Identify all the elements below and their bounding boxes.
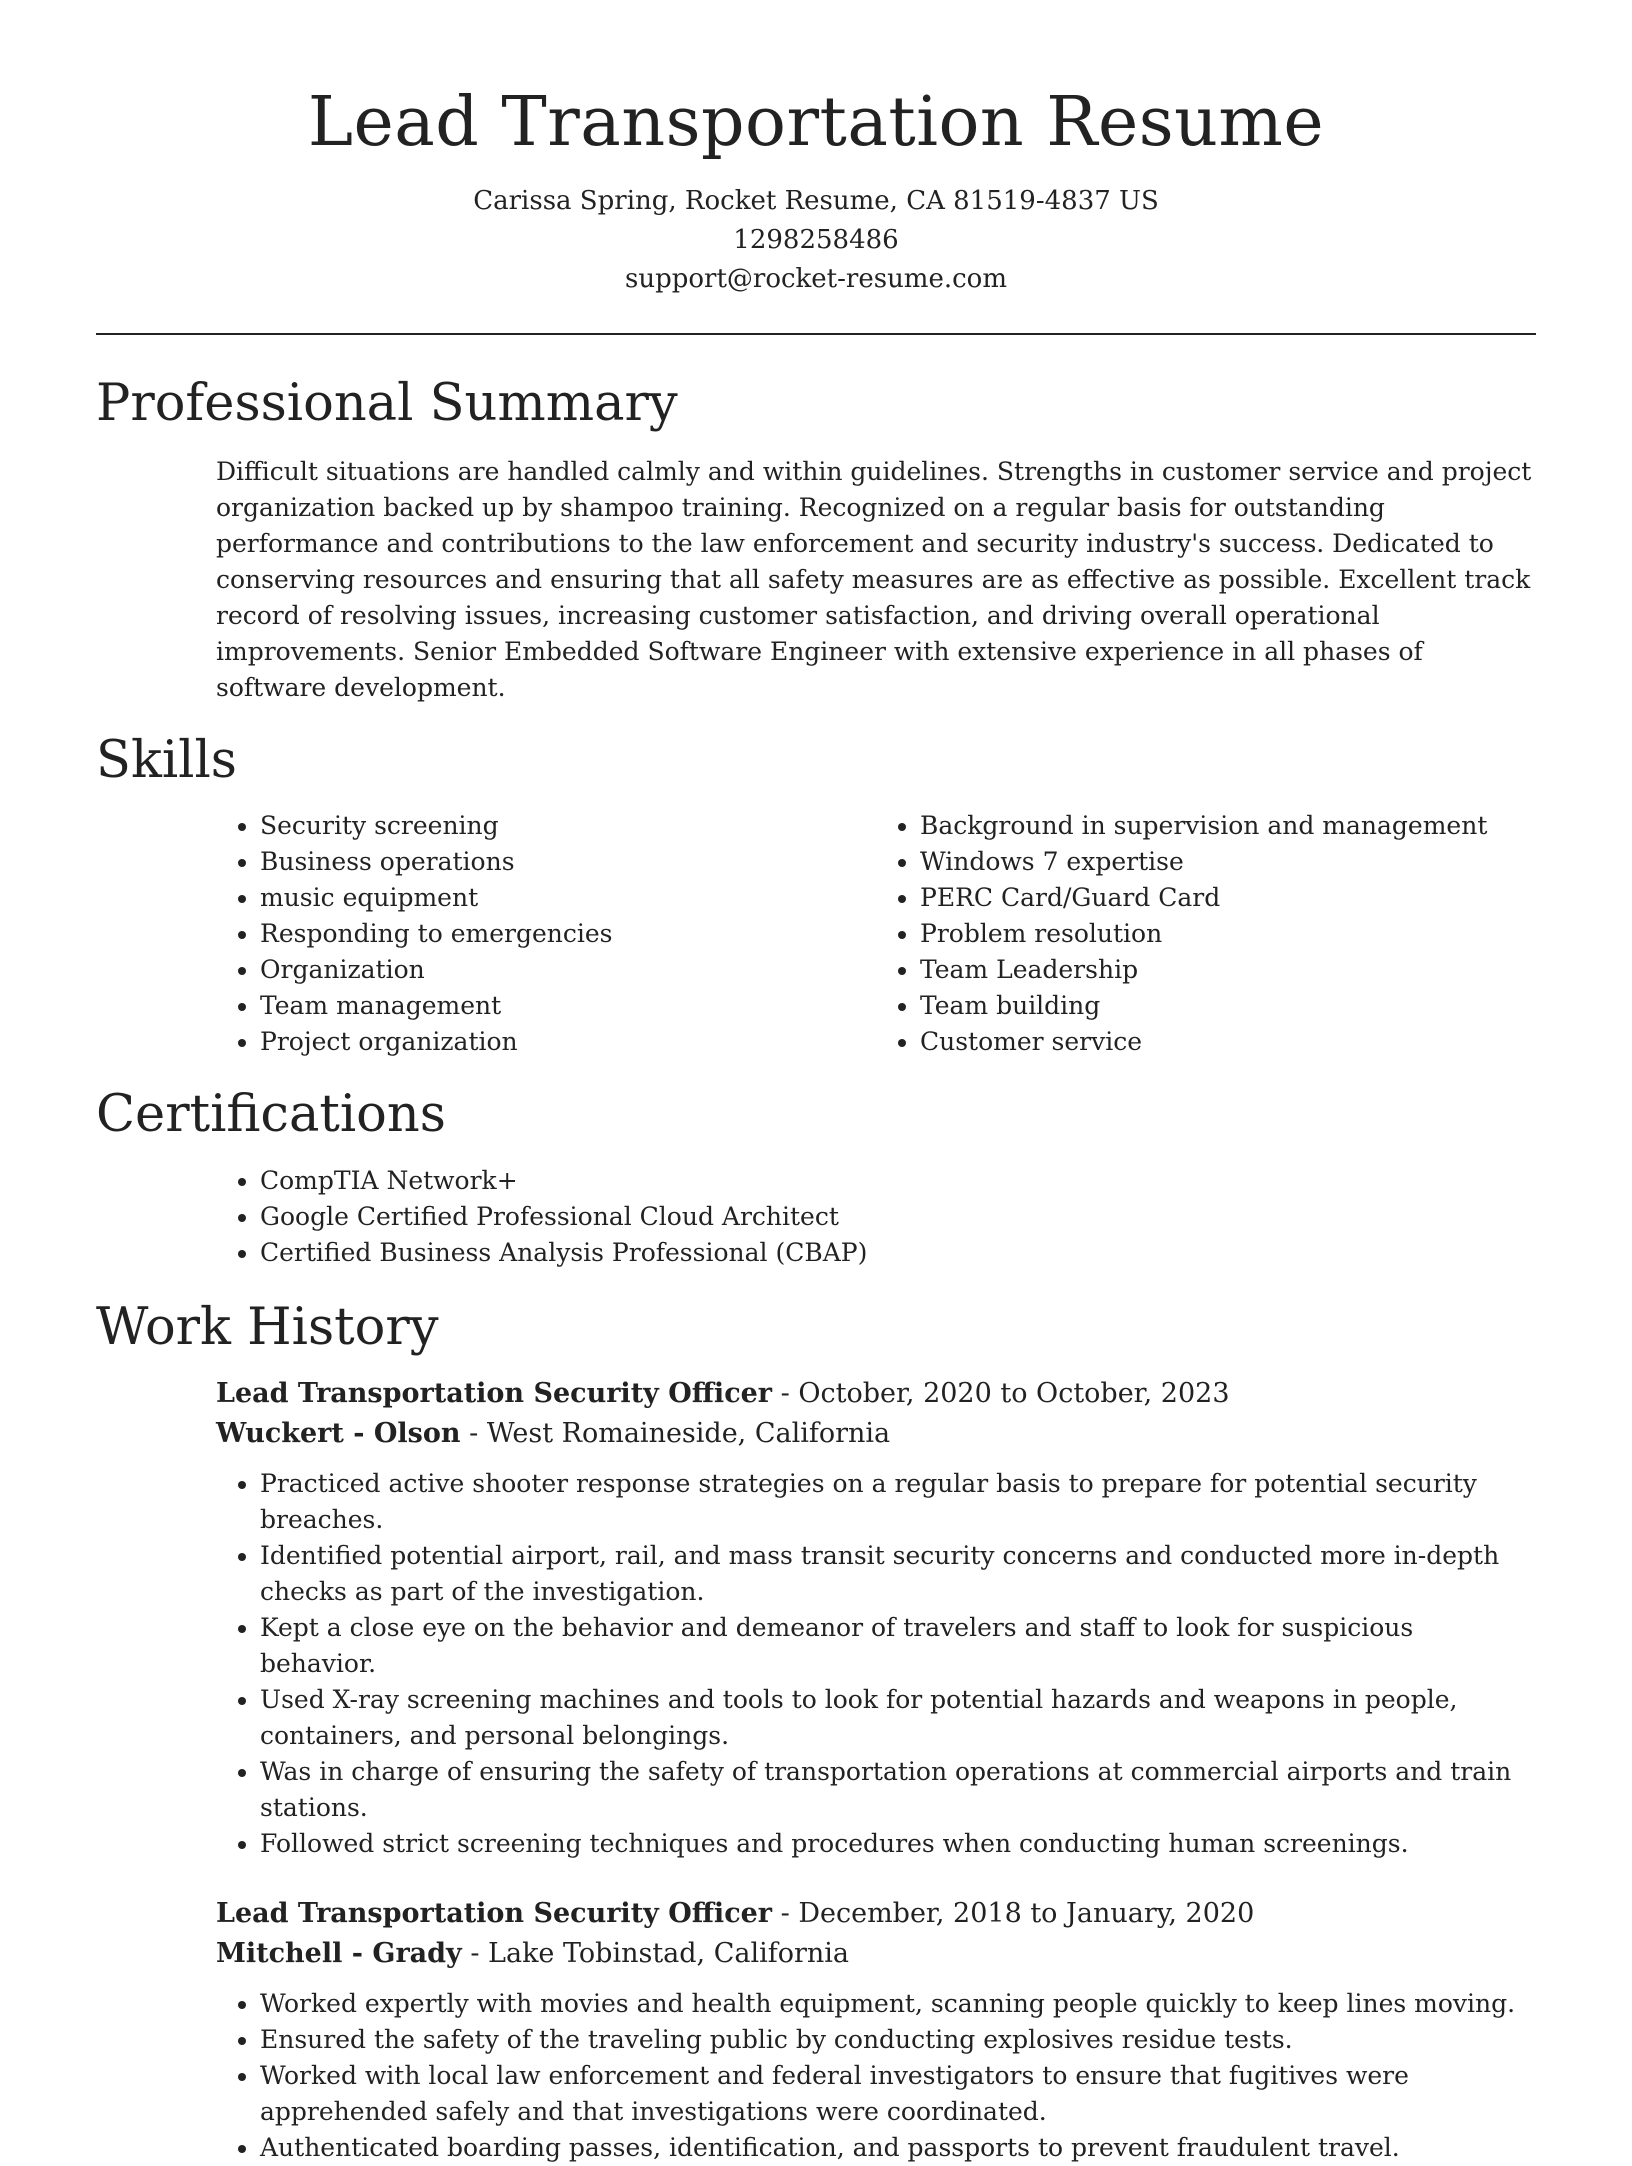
skills-section bbox=[96, 732, 1536, 1061]
list-item: • Authenticated boarding passes, identification, and passports to prevent fraudulent travel. bbox=[260, 2130, 1536, 2166]
skills-columns bbox=[216, 808, 1536, 1060]
job-bullets bbox=[216, 1466, 1536, 1862]
list-item: • Followed strict screening techniques and procedures when conducting human screenings. bbox=[260, 1826, 1536, 1862]
list-item: • Google Certified Professional Cloud Architect bbox=[260, 1199, 1536, 1235]
job-title-line bbox=[216, 1894, 1536, 1934]
contact-block bbox=[96, 182, 1536, 299]
summary-section bbox=[96, 375, 1536, 706]
work-history-heading: Work History bbox=[96, 1298, 439, 1358]
job-bullets bbox=[216, 1986, 1536, 2166]
contact-phone: 1298258486 bbox=[733, 225, 899, 256]
list-item: • Kept a close eye on the behavior and demeanor of travelers and staff to look for suspicious behavior. bbox=[260, 1610, 1536, 1682]
job-company-line bbox=[216, 1414, 1536, 1454]
list-item: • Certified Business Analysis Professional (CBAP) bbox=[260, 1235, 1536, 1271]
skills-heading: Skills bbox=[96, 730, 237, 790]
separator: - bbox=[780, 1897, 799, 1929]
job-title-line bbox=[216, 1374, 1536, 1414]
skills-list-left bbox=[216, 808, 876, 1060]
job-entry bbox=[216, 1894, 1536, 2166]
skills-list-right bbox=[876, 808, 1536, 1060]
list-item: • Windows 7 expertise bbox=[920, 844, 1536, 880]
list-item: • Practiced active shooter response strategies on a regular basis to prepare for potential security breaches. bbox=[260, 1466, 1536, 1538]
list-item: • Used X-ray screening machines and tools to look for potential hazards and weapons in people, containers, and personal belongings. bbox=[260, 1682, 1536, 1754]
list-item: • PERC Card/Guard Card bbox=[920, 880, 1536, 916]
list-item: • music equipment bbox=[260, 880, 876, 916]
job-dates: October, 2020 to October, 2023 bbox=[798, 1377, 1230, 1409]
document-title: Lead Transportation Resume bbox=[307, 83, 1325, 162]
certifications-heading: Certifications bbox=[96, 1085, 446, 1145]
certifications-list bbox=[216, 1163, 1536, 1271]
job-location: Lake Tobinstad, California bbox=[488, 1937, 850, 1969]
list-item: • Project organization bbox=[260, 1024, 876, 1060]
list-item: • Team Leadership bbox=[920, 952, 1536, 988]
job-company: Mitchell - Grady bbox=[216, 1937, 462, 1969]
list-item: • Ensured the safety of the traveling public by conducting explosives residue tests. bbox=[260, 2022, 1536, 2058]
list-item: • Problem resolution bbox=[920, 916, 1536, 952]
job-company-line bbox=[216, 1934, 1536, 1974]
job-title: Lead Transportation Security Officer bbox=[216, 1897, 773, 1929]
work-history-section bbox=[96, 1299, 1536, 2166]
job-location: West Romaineside, California bbox=[486, 1417, 891, 1449]
list-item: • Worked expertly with movies and health equipment, scanning people quickly to keep lines moving. bbox=[260, 1986, 1536, 2022]
list-item: • CompTIA Network+ bbox=[260, 1163, 1536, 1199]
separator: - bbox=[470, 1937, 489, 1969]
separator: - bbox=[469, 1417, 487, 1449]
summary-heading: Professional Summary bbox=[96, 374, 678, 434]
list-item: • Team building bbox=[920, 988, 1536, 1024]
resume-header bbox=[96, 0, 1536, 299]
list-item: • Organization bbox=[260, 952, 876, 988]
header-divider bbox=[96, 333, 1536, 335]
job-company: Wuckert - Olson bbox=[216, 1417, 461, 1449]
list-item: • Background in supervision and management bbox=[920, 808, 1536, 844]
list-item: • Was in charge of ensuring the safety of transportation operations at commercial airports and train stations. bbox=[260, 1754, 1536, 1826]
separator: - bbox=[780, 1377, 799, 1409]
list-item: • Team management bbox=[260, 988, 876, 1024]
contact-email: support@rocket-resume.com bbox=[624, 264, 1007, 295]
list-item: • Worked with local law enforcement and federal investigators to ensure that fugitives were apprehended safely and that investigations were coordinated. bbox=[260, 2058, 1536, 2130]
list-item: • Security screening bbox=[260, 808, 876, 844]
job-dates: December, 2018 to January, 2020 bbox=[798, 1897, 1255, 1929]
job-title: Lead Transportation Security Officer bbox=[216, 1377, 773, 1409]
list-item: • Responding to emergencies bbox=[260, 916, 876, 952]
summary-text: Difficult situations are handled calmly and within guidelines. Strengths in customer service and project organization backed up by shampoo training. Recognized on a regular basis for outstanding performance and contributions to the law enforcement and security industry's success. Dedicated to conserving resources and ensuring that all safety measures are as effective as possible. Excellent track record of resolving issues, increasing customer satisfaction, and driving overall operational improvements. Senior Embedded Software Engineer with extensive experience in all phases of software development. bbox=[216, 456, 1532, 702]
contact-address: Carissa Spring, Rocket Resume, CA 81519-4837 US bbox=[473, 186, 1159, 217]
certifications-section bbox=[96, 1086, 1536, 1271]
list-item: • Business operations bbox=[260, 844, 876, 880]
list-item: • Identified potential airport, rail, and mass transit security concerns and conducted more in-depth checks as part of the investigation. bbox=[260, 1538, 1536, 1610]
list-item: • Customer service bbox=[920, 1024, 1536, 1060]
job-entry bbox=[216, 1374, 1536, 1862]
